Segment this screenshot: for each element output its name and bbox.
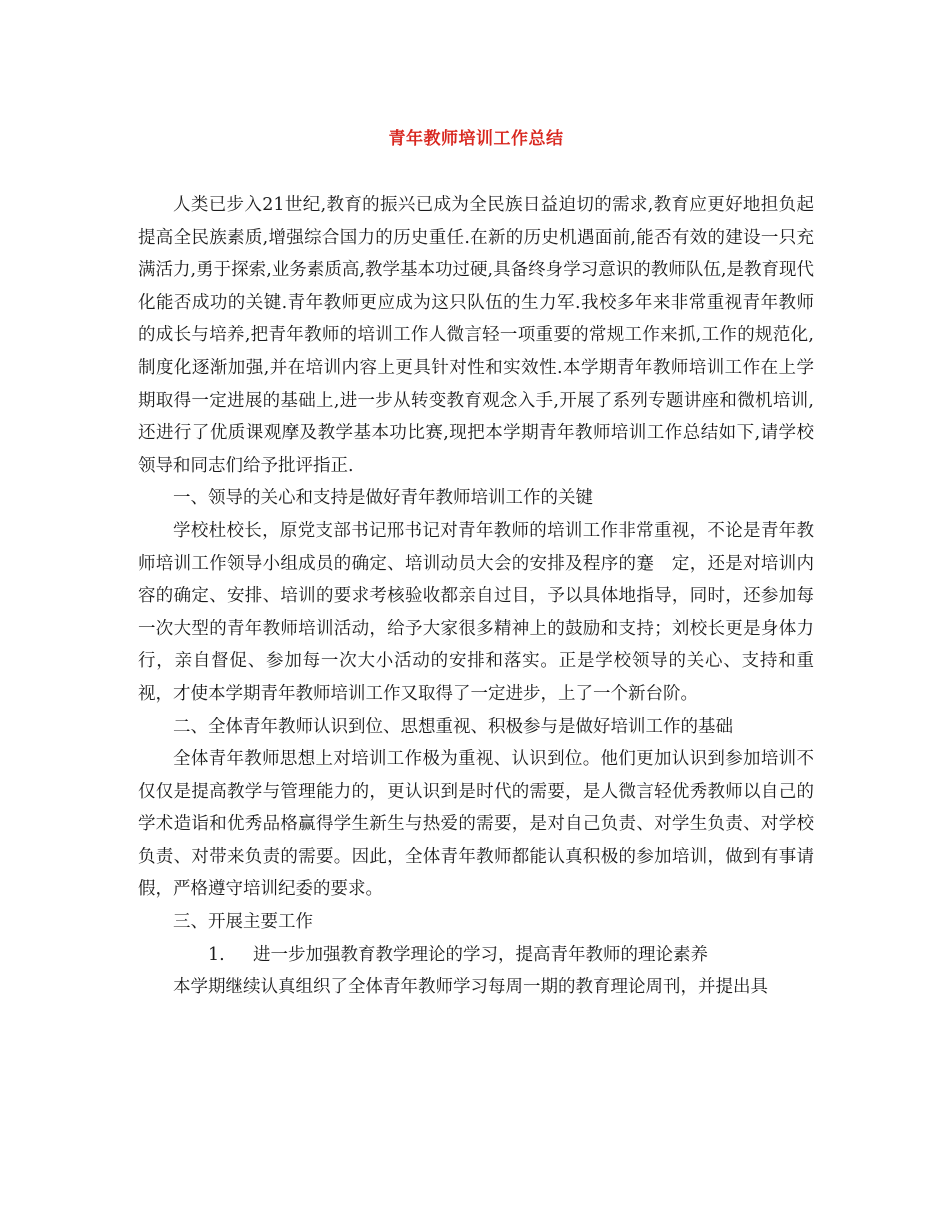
document-body [138, 189, 814, 1004]
section-heading-3: 三、开展主要工作 [173, 912, 313, 933]
paragraph-section-3: 本学期继续认真组织了全体青年教师学习每周一期的教育理论周刊，并提出具 [173, 977, 768, 998]
paragraph-section-1: 学校杜校长，原党支部书记邢书记对青年教师的培训工作非常重视，不论是青年教师培训工作领导小组成员的确定、培训动员大会的安排及程序的蹇 定，还是对培训内容的确定、安排、培训的要求考核验收都亲自过目，予以具体地指导，同时，还参加每一次大型的青年教师培训活动，给予大家很多精神上的鼓励和支持；刘校长更是身体力行，亲自督促、参加每一次大小活动的安排和落实。正是学校领导的关心、支持和重视，才使本学期青年教师培训工作又取得了一定进步，上了一个新台阶。 [138, 520, 814, 704]
section-heading-1: 一、领导的关心和支持是做好青年教师培训工作的关键 [173, 488, 593, 509]
paragraph-section-2: 全体青年教师思想上对培训工作极为重视、认识到位。他们更加认识到参加培训不仅仅是提高教学与管理能力的，更认识到是时代的需要，是人微言轻优秀教师以自己的学术造诣和优秀品格赢得学生新生与热爱的需要，是对自己负责、对学生负责、对学校负责、对带来负责的需要。因此，全体青年教师都能认真积极的参加培训，做到有事请假，严格遵守培训纪委的要求。 [138, 749, 814, 900]
list-item-number: 1. [208, 944, 225, 965]
paragraph-intro: 人类已步入21世纪,教育的振兴已成为全民族日益迫切的需求,教育应更好地担负起提高全民族素质,增强综合国力的历史重任.在新的历史机遇面前,能否有效的建设一只充满活力,勇于探索,业务素质高,教学基本功过硬,具备终身学习意识的教师队伍,是教育现代化能否成功的关键.青年教师更应成为这只队伍的生力军.我校多年来非常重视青年教师的成长与培养,把青年教师的培训工作人微言轻一项重要的常规工作来抓,工作的规范化,制度化逐渐加强,并在培训内容上更具针对性和实效性.本学期青年教师培训工作在上学期取得一定进展的基础上,进一步从转变教育观念入手,开展了系列专题讲座和微机培训,还进行了优质课观摩及教学基本功比赛,现把本学期青年教师培训工作总结如下,请学校领导和同志们给予批评指正. [138, 195, 814, 476]
section-heading-2: 二、全体青年教师认识到位、思想重视、积极参与是做好培训工作的基础 [173, 716, 733, 737]
list-item-text: 进一步加强教育教学理论的学习，提高青年教师的理论素养 [253, 944, 708, 965]
list-item [138, 939, 814, 972]
document-title: 青年教师培训工作总结 [388, 129, 564, 149]
